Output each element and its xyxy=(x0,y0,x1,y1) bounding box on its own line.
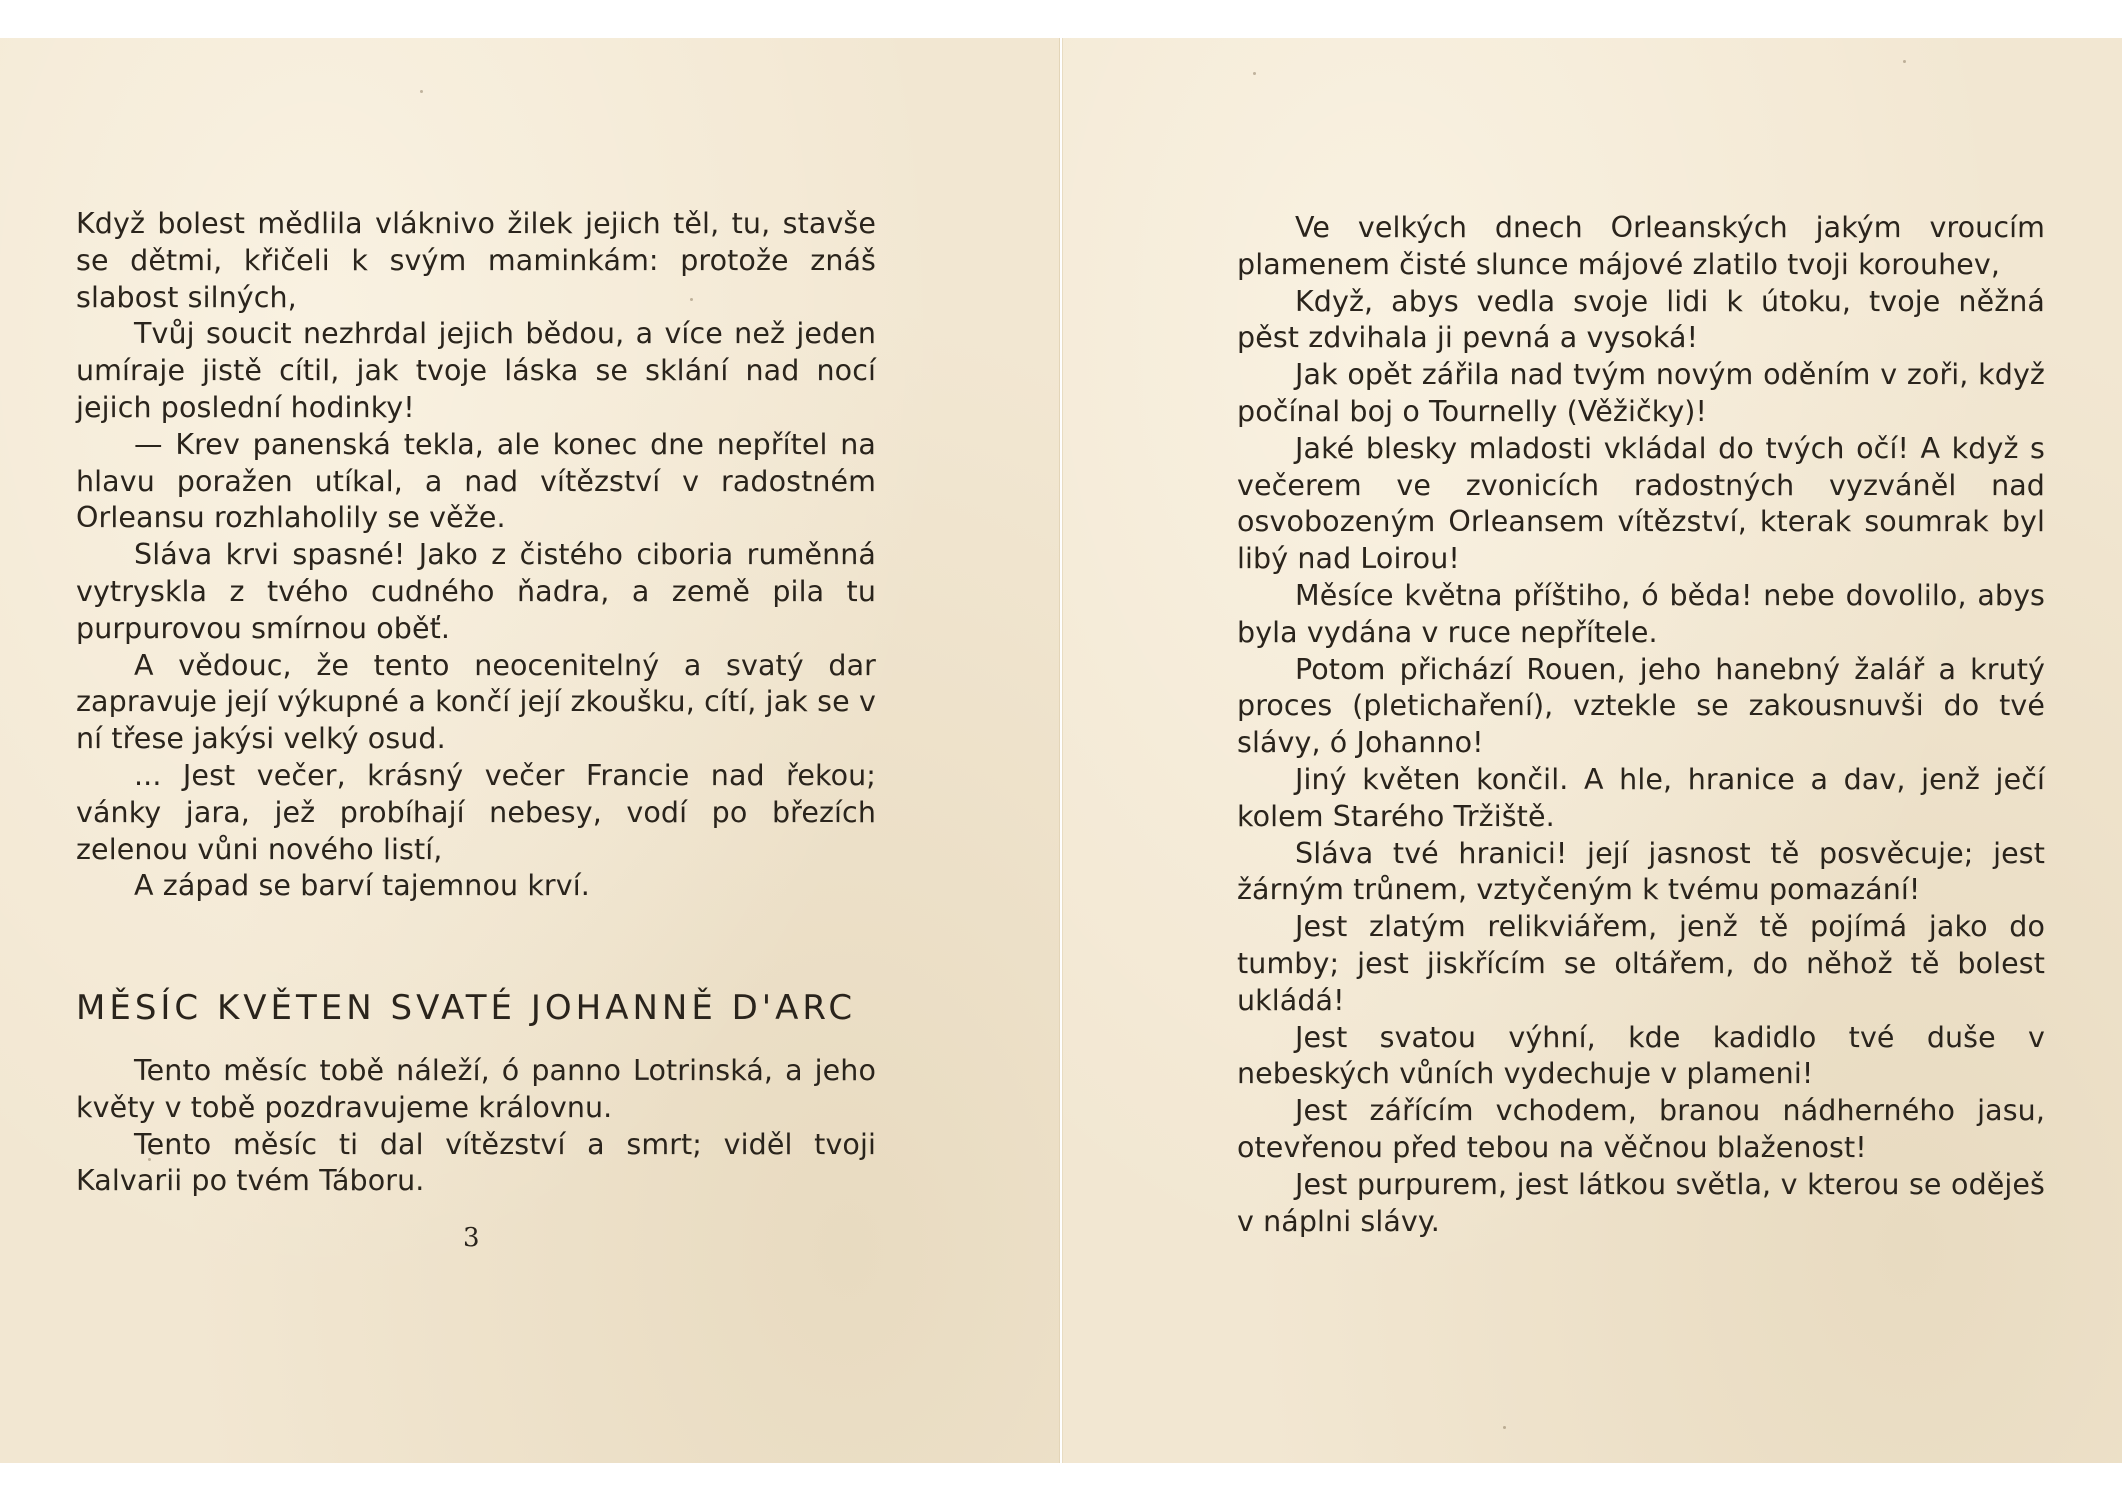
paragraph: Jest zářícím vchodem, branou nádherného jasu, otevřenou před tebou na věčnou blaženost! xyxy=(1237,1094,2045,1164)
book-spread xyxy=(0,38,2122,1463)
paragraph: Když bolest mědlila vláknivo žilek jejich těl, tu, stavše se dětmi, křičeli k svým maminkám: protože znáš slabost silných, xyxy=(76,207,876,314)
paragraph: Jaké blesky mladosti vkládal do tvých očí! A když s večerem ve zvonicích radostných vyzváněl nad osvobozeným Orleansem vítězství, kterak soumrak byl libý nad Loirou! xyxy=(1237,431,2045,576)
paragraph: A vědouc, že tento neocenitelný a svatý dar zapravuje její výkupné a končí její zkoušku, cítí, jak se v ní třese jakýsi velký osud. xyxy=(76,648,876,756)
paragraph: Když, abys vedla svoje lidi k útoku, tvoje něžná pěst zdvihala ji pevná a vysoká! xyxy=(1237,284,2045,355)
left-page xyxy=(0,38,1060,1463)
paragraph: — Krev panenská tekla, ale konec dne nepřítel na hlavu poražen utíkal, a nad vítězství v radostném Orleansu rozhlaholily se věže. xyxy=(76,427,876,535)
right-page xyxy=(1062,38,2122,1463)
paragraph: Jest svatou výhní, kde kadidlo tvé duše v nebeských vůních vydechuje v plameni! xyxy=(1237,1020,2045,1091)
paragraph: Jak opět zářila nad tvým novým oděním v zoři, když počínal boj o Tournelly (Věžičky)! xyxy=(1237,358,2045,428)
paper-speck xyxy=(1903,60,1906,63)
right-page-text xyxy=(1237,210,2045,1240)
paragraph: Sláva tvé hranici! její jasnost tě posvěcuje; jest žárným trůnem, vztyčeným k tvému pomazání! xyxy=(1237,836,2045,907)
paper-speck xyxy=(1253,72,1256,75)
left-page-text-bottom xyxy=(76,1053,876,1200)
paragraph: Měsíce květnа příštiho, ó běda! nebe dovolilo, abys byla vydána v ruce nepřítele. xyxy=(1237,578,2045,649)
paper-speck xyxy=(148,1158,151,1161)
paper-speck xyxy=(690,298,693,301)
paragraph: Sláva krvi spasné! Jako z čistého ciboria ruměnná vytryskla z tvého cudného ňadra, a země pila tu purpurovou smírnou oběť. xyxy=(76,538,876,645)
left-page-text-top xyxy=(76,206,876,905)
paragraph: Tento měsíc ti dal vítězství a smrt; viděl tvoji Kalvarii po tvém Táboru. xyxy=(76,1127,876,1198)
paragraph: Ve velkých dnech Orleanských jakým vroucím plamenem čisté slunce májové zlatilo tvoji korouhev, xyxy=(1237,211,2045,281)
paragraph: Tento měsíc tobě náleží, ó panno Lotrinská, a jeho květy v tobě pozdravujeme královnu. xyxy=(76,1054,876,1124)
paper-speck xyxy=(420,90,423,93)
paragraph: A západ se barví tajemnou krví. xyxy=(134,869,590,903)
page-number: 3 xyxy=(463,1223,480,1253)
paragraph: Jiný květen končil. A hle, hranice a dav, jenž ječí kolem Starého Tržiště. xyxy=(1237,762,2045,833)
paragraph: Jest purpurem, jest látkou světla, v kterou se oděješ v náplni slávy. xyxy=(1237,1167,2045,1238)
paragraph: Tvůj soucit nezhrdal jejich bědou, a více než jeden umíraje jistě cítil, jak tvoje láska se sklání nad nocí jejich poslední hodinky! xyxy=(76,317,876,424)
chapter-title: MĚSÍC KVĚTEN SVATÉ JOHANNĚ D'ARC xyxy=(76,988,857,1028)
paper-speck xyxy=(1503,1426,1506,1429)
paragraph: Potom přichází Rouen, jeho hanebný žalář a krutý proces (pletichaření), vztekle se zakousnuvši do tvé slávy, ó Johanno! xyxy=(1237,652,2045,760)
paragraph: Jest zlatým relikviářem, jenž tě pojímá jako do tumby; jest jiskřícím se oltářem, do něhož tě bolest ukládá! xyxy=(1237,910,2045,1017)
paragraph: ... Jest večer, krásný večer Francie nad řekou; vánky jara, jež probíhají nebesy, vodí po březích zelenou vůni nového listí, xyxy=(76,758,876,866)
